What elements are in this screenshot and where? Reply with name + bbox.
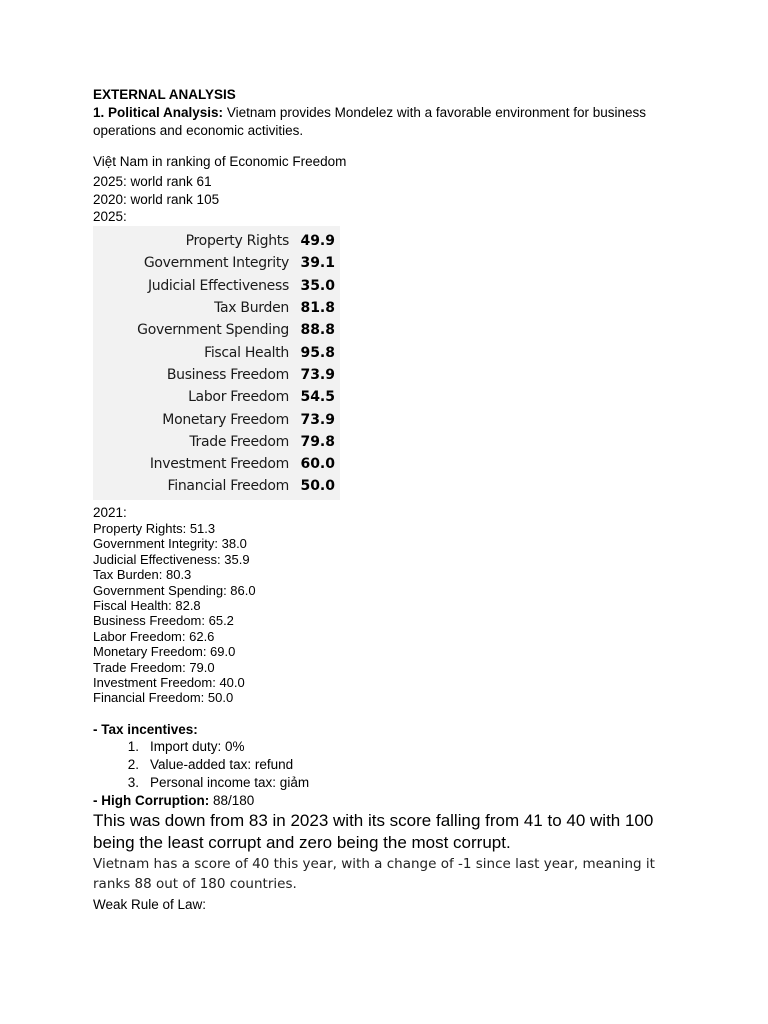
score-2021-item: Investment Freedom: 40.0: [93, 675, 245, 691]
score-2021-item: Tax Burden: 80.3: [93, 567, 192, 583]
tax-item: [93, 774, 693, 792]
score-row: [93, 297, 340, 319]
score-row: [93, 341, 340, 363]
score-row: [93, 408, 340, 430]
score-2021-item: Property Rights: 51.3: [93, 521, 216, 536]
score-value: 73.9: [300, 366, 335, 383]
rank-2020: 2020: world rank 105: [93, 192, 220, 207]
score-row: [93, 453, 340, 475]
corruption-detail-text: Vietnam has a score of 40 this year, with a change of -1 since last year, meaning it ranks 88 out of 180 countries.: [93, 855, 655, 892]
corruption-big-text: This was down from 83 in 2023 with its score falling from 41 to 40 with 100 being the least corrupt and zero being the most corrupt.: [93, 810, 654, 852]
corruption-label: - High Corruption:: [93, 792, 210, 808]
tax-item-text: Import duty: 0%: [150, 738, 245, 754]
score-label: Labor Freedom: [188, 389, 289, 406]
score-row: [93, 431, 340, 453]
score-2021-item: Monetary Freedom: 69.0: [93, 644, 236, 660]
scores-2025-image: [93, 226, 340, 500]
document-page: [93, 86, 693, 913]
tax-item-text: Personal income tax: giảm: [150, 774, 310, 790]
political-analysis-text: Vietnam provides Mondelez with a favorable environment for business operations and economic activities.: [93, 105, 647, 138]
label-2021: 2021:: [93, 505, 127, 520]
score-label: Tax Burden: [214, 300, 289, 317]
tax-item: [93, 756, 693, 774]
political-analysis-label: 1. Political Analysis:: [93, 105, 224, 120]
score-row: [93, 386, 340, 408]
tax-item: [93, 738, 693, 756]
score-value: 88.8: [300, 322, 335, 339]
score-label: Investment Freedom: [149, 456, 289, 473]
score-2021-item: Government Spending: 86.0: [93, 582, 256, 598]
corruption-line: [93, 792, 693, 809]
tax-item-number: 3.: [127, 774, 139, 790]
score-label: Fiscal Health: [204, 344, 289, 361]
score-2021-item: Financial Freedom: 50.0: [93, 690, 234, 706]
score-value: 81.8: [300, 300, 335, 317]
score-row: [93, 230, 340, 252]
score-value: 73.9: [300, 411, 335, 428]
score-label: Government Integrity: [143, 255, 289, 272]
score-label: Financial Freedom: [167, 478, 289, 495]
corruption-value: 88/180: [209, 792, 255, 808]
tax-item-text: Value-added tax: refund: [150, 756, 294, 772]
tax-item-number: 1.: [127, 738, 139, 754]
label-2025: 2025:: [93, 209, 127, 224]
score-row: [93, 364, 340, 386]
score-value: 50.0: [300, 478, 335, 495]
tax-heading: - Tax incentives:: [93, 721, 198, 737]
score-2021-item: Trade Freedom: 79.0: [93, 659, 215, 675]
score-2021-item: Business Freedom: 65.2: [93, 613, 234, 629]
score-value: 49.9: [300, 233, 335, 250]
score-row: [93, 252, 340, 274]
score-value: 39.1: [300, 255, 335, 272]
scores-2021-list: [93, 521, 693, 706]
score-label: Government Spending: [137, 322, 289, 339]
score-label: Trade Freedom: [189, 433, 289, 450]
score-row: [93, 475, 340, 497]
score-value: 54.5: [300, 389, 335, 406]
score-2021-item: Fiscal Health: 82.8: [93, 598, 201, 614]
freedom-title: Việt Nam in ranking of Economic Freedom: [93, 154, 347, 169]
score-label: Business Freedom: [166, 366, 289, 383]
rule-of-law-heading: Weak Rule of Law:: [93, 896, 207, 912]
score-2021-item: Labor Freedom: 62.6: [93, 628, 215, 644]
score-value: 79.8: [300, 433, 335, 450]
score-row: [93, 319, 340, 341]
tax-incentives-list: [93, 738, 693, 792]
score-label: Judicial Effectiveness: [147, 277, 289, 294]
score-2021-item: Judicial Effectiveness: 35.9: [93, 551, 250, 567]
score-value: 95.8: [300, 344, 335, 361]
score-2021-item: Government Integrity: 38.0: [93, 536, 247, 552]
score-label: Property Rights: [185, 233, 289, 250]
section-heading: EXTERNAL ANALYSIS: [93, 87, 236, 102]
score-row: [93, 275, 340, 297]
rank-2025: 2025: world rank 61: [93, 174, 212, 189]
political-analysis-paragraph: [93, 104, 693, 140]
score-value: 60.0: [300, 456, 335, 473]
score-value: 35.0: [300, 277, 335, 294]
score-label: Monetary Freedom: [162, 411, 289, 428]
tax-item-number: 2.: [127, 756, 139, 772]
